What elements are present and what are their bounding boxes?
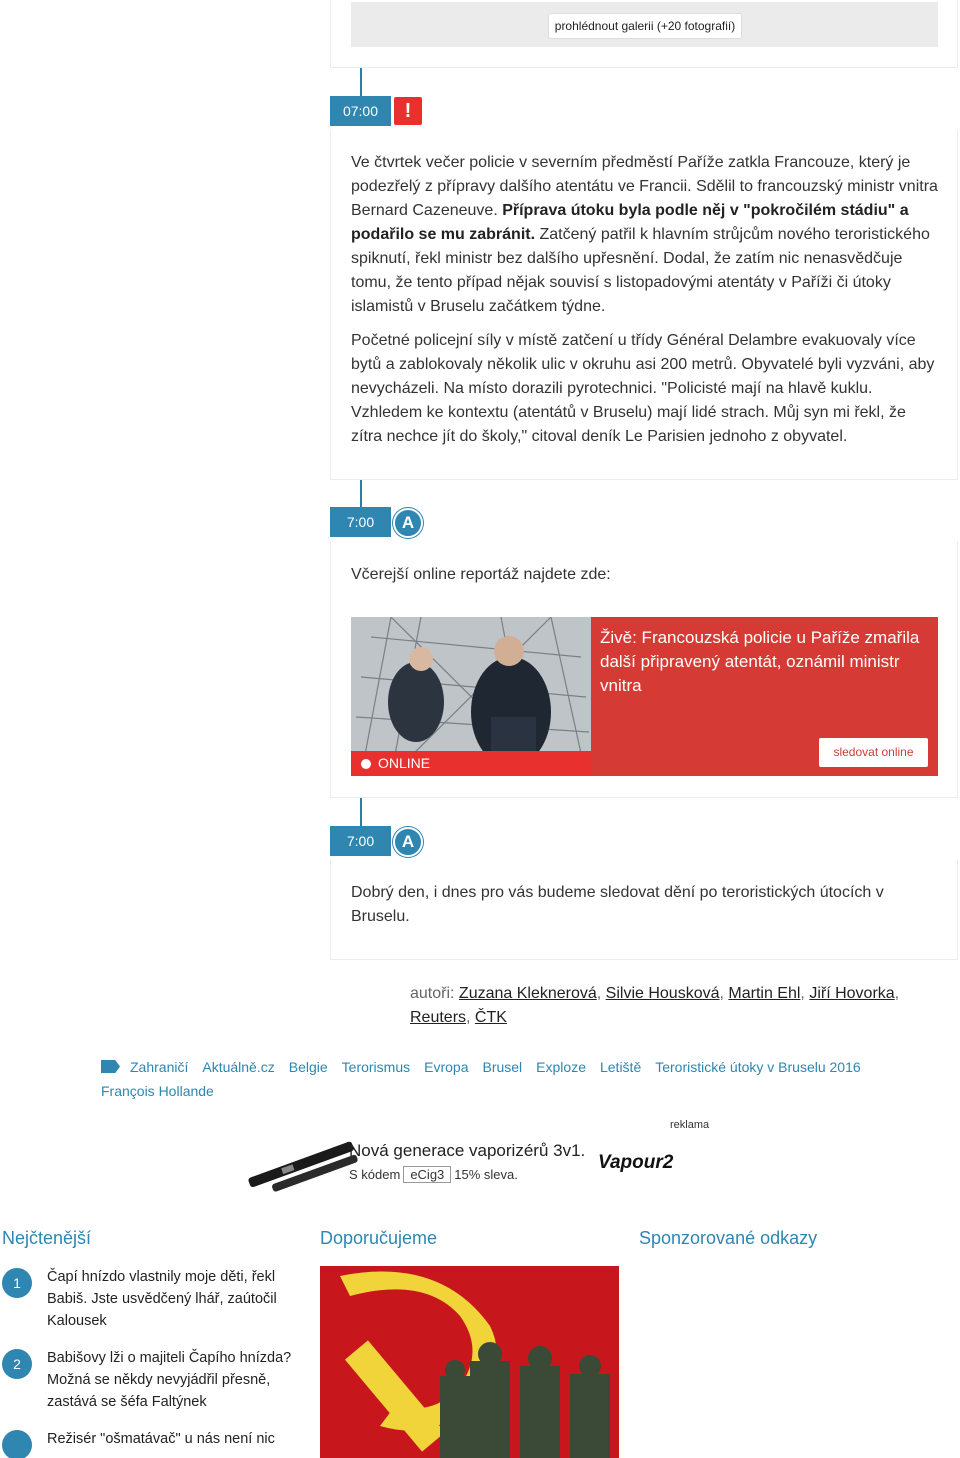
entry-paragraph: Početné policejní síly v místě zatčení u třídy Général Delambre evakuovaly více bytů a zablokovaly několik ulic v okruhu asi 200 metrů. Obyvatelé byli vyzváni, aby nevycházeli. Na místo dorazili pyrotechnici. "Policisté mají na hlavě kuklu. Vzhledem ke kontextu (atentátů v Bruselu) mají lidé strach. Můj syn mi řekl, že zítra nechce jít do školy," citoval deník Le Parisien jednoho z obyvatel. xyxy=(351,332,935,445)
ad-code: eCig3 xyxy=(403,1166,451,1183)
embed-title[interactable]: Živě: Francouzská policie u Paříže zmařila další připravený atentát, oznámil ministr vnitra xyxy=(600,628,920,695)
tag-link[interactable]: Brusel xyxy=(482,1059,523,1075)
ad-code-suffix: 15% sleva. xyxy=(454,1167,518,1182)
paragraph-bold: Příprava útoku byla podle něj v "pokročilém stádiu" a podařilo se mu zabránit. xyxy=(351,202,909,243)
author-link[interactable]: Jiří Hovorka xyxy=(809,985,895,1002)
ad-code-line[interactable] xyxy=(349,1166,518,1183)
entry-paragraph xyxy=(351,151,941,319)
timeline-line xyxy=(360,480,362,510)
paragraph-text: Zatčený patřil k hlavním strůjcům nového teroristického spiknutí, řekl ministr bez dalšího upřesnění. Dodal, že zatím nic nenasvědčuje tomu, že tento případ nějak souvisí s listopadovými atentáty v Paříži či útoky islamistů v Bruselu začátkem týdne. xyxy=(351,226,930,315)
ad-headline[interactable]: Nová generace vaporizérů 3v1. xyxy=(349,1141,586,1160)
online-label: ONLINE xyxy=(378,755,431,771)
timeline-line xyxy=(360,798,362,828)
rank-badge xyxy=(2,1430,32,1458)
entry-time: 07:00 xyxy=(330,96,391,126)
ad-code-prefix: S kódem xyxy=(349,1167,401,1182)
author-link[interactable]: ČTK xyxy=(474,1009,507,1026)
tag-link[interactable]: Zahraničí xyxy=(130,1059,189,1075)
tag-link[interactable]: Evropa xyxy=(424,1059,469,1075)
tag-link[interactable]: Teroristické útoky v Bruselu 2016 xyxy=(655,1059,861,1075)
tag-link[interactable]: Belgie xyxy=(288,1059,328,1075)
tag-link[interactable]: François Hollande xyxy=(101,1083,214,1099)
ad-label: reklama xyxy=(670,1119,710,1131)
author-badge-icon: A xyxy=(393,827,423,857)
rank-badge: 2 xyxy=(2,1349,32,1379)
ad-brand-logo[interactable]: Vapour2 xyxy=(598,1152,674,1173)
tag-icon xyxy=(101,1060,120,1073)
most-read-item[interactable]: Babišovy lži o majiteli Čapího hnízda? Možná se někdy nevyjádřil přesně, zastává se šéfa Faltýnek xyxy=(47,1350,292,1410)
paragraph-text: Ve čtvrtek večer policie v severním předměstí Paříže zatkla Francouze, který je podezřelý z přípravy dalšího atentátu ve Francii. Sdělil to francouzský ministr vnitra Bernard Cazeneuve. xyxy=(351,154,938,219)
author-link[interactable]: Zuzana Kleknerová xyxy=(458,985,597,1002)
alert-icon: ! xyxy=(394,97,422,125)
timeline-line xyxy=(360,68,362,98)
author-link[interactable]: Silvie Housková xyxy=(605,985,720,1002)
gallery-button[interactable]: prohlédnout galerii (+20 fotografií) xyxy=(548,13,742,39)
author-link[interactable]: Martin Ehl xyxy=(728,985,801,1002)
recommended-image[interactable] xyxy=(320,1266,619,1458)
most-read-heading[interactable]: Nejčtenější xyxy=(2,1228,92,1248)
entry-time: 7:00 xyxy=(330,826,391,856)
live-dot-icon xyxy=(361,759,371,769)
author-link[interactable]: Reuters xyxy=(410,1009,467,1026)
tag-link[interactable]: Aktuálně.cz xyxy=(202,1059,275,1075)
follow-online-button[interactable]: sledovat online xyxy=(819,738,928,767)
entry-paragraph: Včerejší online reportáž najdete zde: xyxy=(351,566,611,583)
entry-paragraph: Dobrý den, i dnes pro vás budeme sledovat dění po teroristických útocích v Bruselu. xyxy=(351,884,884,925)
rank-badge: 1 xyxy=(2,1268,32,1298)
most-read-item[interactable]: Čapí hnízdo vlastnily moje děti, řekl Babiš. Jste usvědčený lhář, zaútočil Kalousek xyxy=(47,1269,277,1329)
author-badge-icon: A xyxy=(393,508,423,538)
online-indicator xyxy=(351,751,591,776)
authors-label: autoři: xyxy=(410,985,459,1002)
tag-list xyxy=(101,1055,941,1103)
tag-link[interactable]: Letiště xyxy=(599,1059,642,1075)
tag-link[interactable]: Terorismus xyxy=(341,1059,411,1075)
recommended-heading[interactable]: Doporučujeme xyxy=(320,1228,438,1248)
authors-line: autoři: Zuzana Kleknerová, Silvie Housková, Martin Ehl, Jiří Hovorka, Reuters, ČTK xyxy=(410,985,900,1026)
tag-link[interactable]: Exploze xyxy=(536,1059,586,1075)
entry-time: 7:00 xyxy=(330,507,391,537)
sponsored-heading[interactable]: Sponzorované odkazy xyxy=(639,1228,818,1248)
most-read-item[interactable]: Režisér "ošmatávač" u nás není nic xyxy=(47,1431,275,1447)
